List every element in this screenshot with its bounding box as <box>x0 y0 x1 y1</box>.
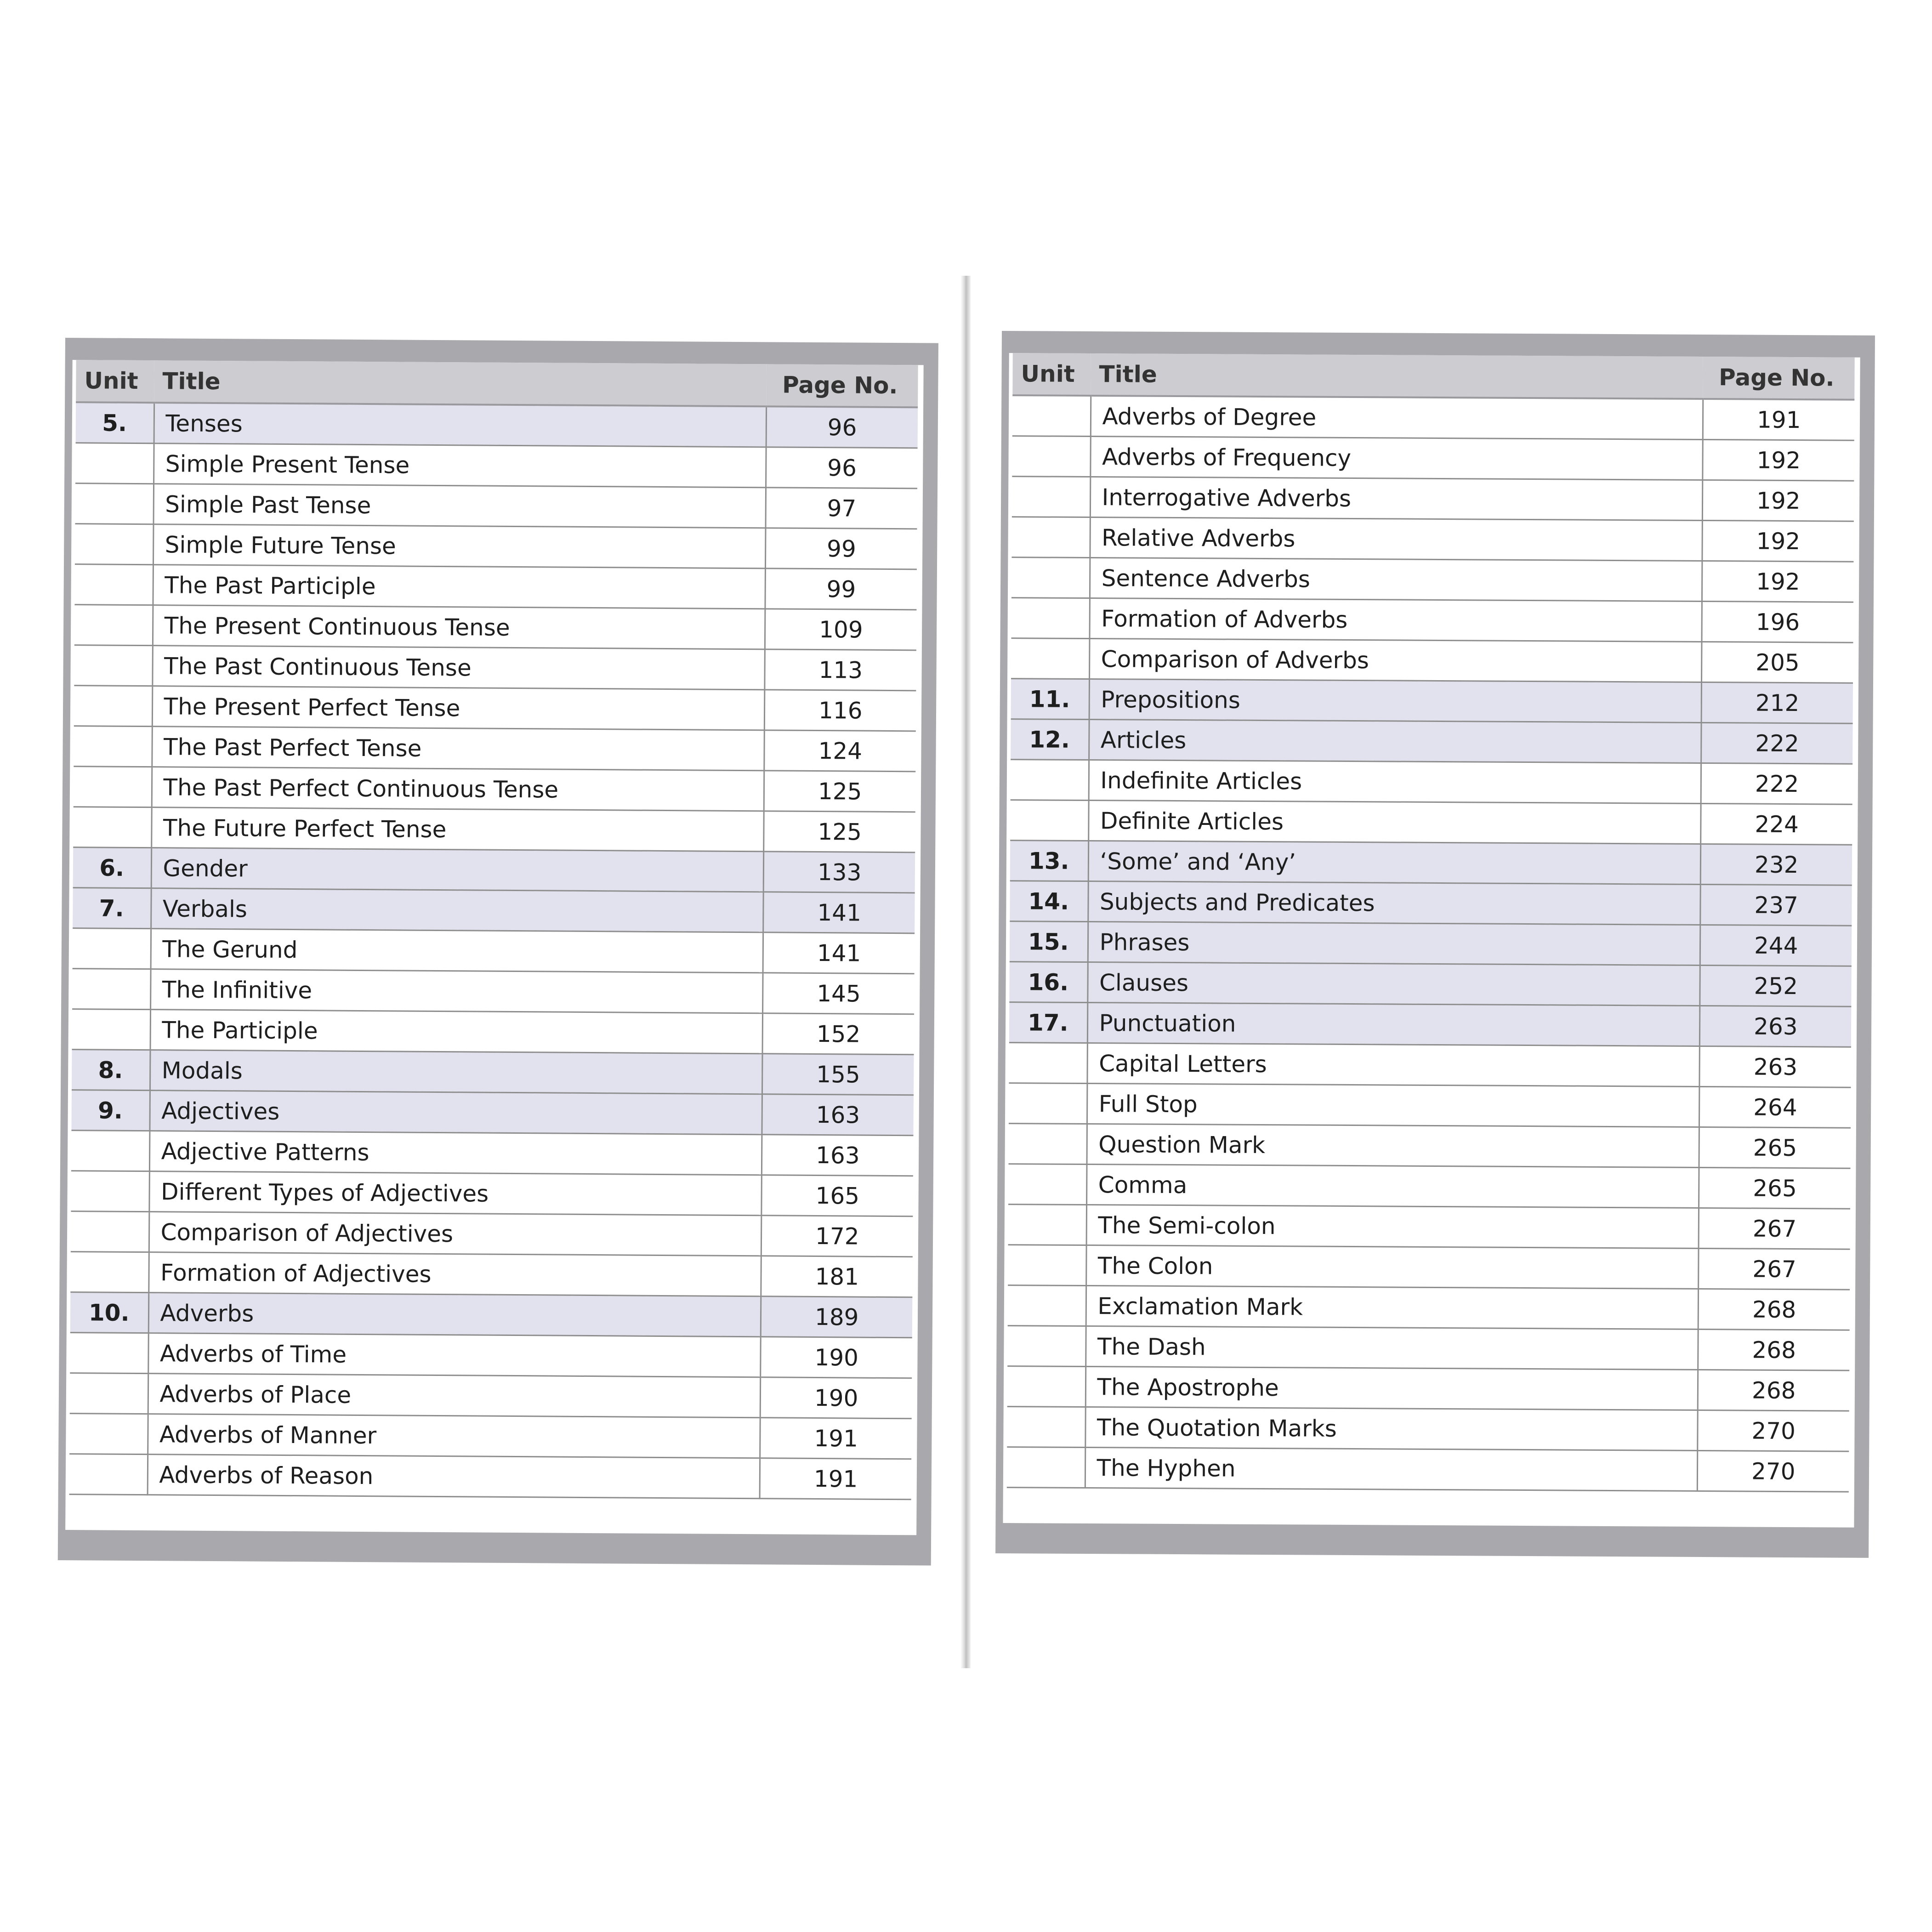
toc-body-right <box>1007 395 1854 1492</box>
toc-title-cell: The Future Perfect Tense <box>151 807 764 852</box>
toc-title-cell: Adjective Patterns <box>149 1131 762 1175</box>
toc-page-cell: 141 <box>763 932 915 974</box>
toc-right-page <box>995 331 1875 1558</box>
toc-unit-cell <box>1007 1447 1085 1488</box>
toc-title-cell: Tenses <box>154 403 767 447</box>
header-unit: Unit <box>76 360 154 403</box>
toc-row <box>70 1373 912 1419</box>
toc-title-cell: The Past Participle <box>153 565 765 609</box>
toc-row <box>74 767 916 812</box>
toc-title-cell: Adverbs of Place <box>148 1374 761 1418</box>
toc-row <box>1011 557 1853 602</box>
toc-unit-cell <box>74 726 152 767</box>
toc-page-cell: 252 <box>1699 965 1851 1006</box>
toc-unit-cell <box>75 483 154 524</box>
toc-page-cell: 145 <box>762 973 915 1014</box>
toc-page-cell: 191 <box>1703 399 1854 440</box>
toc-page-cell: 267 <box>1698 1248 1850 1290</box>
toc-page-cell: 244 <box>1700 925 1852 966</box>
toc-row <box>72 1050 914 1095</box>
toc-unit-cell: 5. <box>76 402 154 443</box>
toc-unit-cell: 9. <box>71 1090 150 1131</box>
toc-title-cell: Phrases <box>1088 921 1700 965</box>
toc-page-cell: 181 <box>761 1256 913 1297</box>
toc-unit-cell <box>1009 1083 1087 1124</box>
toc-page-cell: 205 <box>1701 642 1853 683</box>
toc-page-cell: 222 <box>1701 722 1852 764</box>
toc-row <box>1010 841 1852 886</box>
toc-row <box>74 605 917 650</box>
toc-page-cell: 133 <box>763 852 915 893</box>
toc-unit-cell <box>75 524 153 565</box>
toc-row <box>75 443 918 489</box>
toc-unit-cell <box>1008 1164 1086 1205</box>
header-title: Title <box>154 360 767 406</box>
toc-unit-cell <box>1011 638 1089 679</box>
toc-title-cell: Adverbs of Degree <box>1091 396 1703 439</box>
toc-title-cell: The Past Continuous Tense <box>152 646 765 690</box>
toc-row <box>70 1292 913 1338</box>
toc-row <box>1010 881 1852 926</box>
toc-unit-cell <box>69 1414 148 1455</box>
toc-page-cell: 99 <box>765 528 917 569</box>
toc-unit-cell: 8. <box>72 1050 150 1091</box>
toc-page-cell: 163 <box>761 1135 914 1176</box>
toc-unit-cell <box>1012 395 1091 436</box>
toc-header-row <box>1012 353 1854 400</box>
toc-body-left <box>69 402 918 1500</box>
toc-unit-cell <box>1011 760 1089 801</box>
toc-unit-cell <box>1011 557 1090 598</box>
toc-unit-cell: 16. <box>1009 962 1087 1003</box>
toc-row <box>71 1211 913 1257</box>
toc-row <box>71 1131 914 1176</box>
toc-page-cell: 264 <box>1699 1086 1851 1128</box>
toc-title-cell: Comparison of Adjectives <box>149 1212 761 1256</box>
toc-unit-cell <box>1009 1124 1087 1165</box>
toc-title-cell: ‘Some’ and ‘Any’ <box>1088 841 1700 885</box>
toc-row <box>73 888 915 933</box>
toc-row <box>1011 719 1852 764</box>
toc-unit-cell <box>70 1373 148 1414</box>
toc-page-cell: 190 <box>760 1377 912 1419</box>
toc-title-cell: Definite Articles <box>1088 801 1700 844</box>
toc-title-cell: Articles <box>1089 720 1701 763</box>
toc-unit-cell: 17. <box>1009 1002 1087 1043</box>
toc-unit-cell: 10. <box>70 1292 149 1333</box>
toc-row <box>70 1333 912 1378</box>
toc-page-cell: 268 <box>1698 1369 1849 1411</box>
toc-title-cell: Comma <box>1086 1164 1699 1208</box>
toc-title-cell: Subjects and Predicates <box>1088 881 1700 925</box>
toc-title-cell: Simple Present Tense <box>153 443 766 488</box>
toc-row <box>69 1454 912 1500</box>
toc-right-panel <box>1003 353 1860 1528</box>
toc-row <box>69 1414 912 1459</box>
toc-page-cell: 270 <box>1697 1450 1849 1492</box>
toc-unit-cell <box>1011 517 1090 558</box>
toc-row <box>73 847 915 893</box>
toc-page-cell: 267 <box>1699 1208 1850 1249</box>
toc-unit-cell <box>73 807 152 848</box>
toc-unit-cell <box>71 1171 149 1212</box>
toc-row <box>72 969 915 1014</box>
toc-row <box>73 928 915 974</box>
toc-title-cell: Capital Letters <box>1087 1043 1699 1086</box>
toc-unit-cell: 7. <box>73 888 151 929</box>
toc-title-cell: Relative Adverbs <box>1090 517 1702 561</box>
toc-unit-cell <box>72 1009 151 1050</box>
toc-page-cell: 109 <box>765 609 917 650</box>
toc-unit-cell <box>74 605 153 646</box>
toc-row <box>1012 395 1854 440</box>
toc-row <box>1008 1285 1850 1330</box>
toc-row <box>1007 1366 1849 1411</box>
toc-unit-cell: 12. <box>1011 719 1089 760</box>
toc-page-cell: 163 <box>761 1094 914 1136</box>
toc-row <box>1009 962 1851 1007</box>
toc-title-cell: Simple Future Tense <box>153 524 766 568</box>
toc-title-cell: Exclamation Mark <box>1086 1285 1698 1329</box>
toc-row <box>74 564 917 610</box>
toc-title-cell: The Present Continuous Tense <box>153 605 765 649</box>
toc-row <box>70 1252 913 1297</box>
toc-title-cell: Adverbs of Frequency <box>1090 437 1702 480</box>
toc-unit-cell <box>1009 1043 1087 1084</box>
toc-row <box>1008 1245 1850 1290</box>
toc-page-cell: 191 <box>760 1458 912 1500</box>
toc-page-cell: 172 <box>761 1216 913 1257</box>
toc-unit-cell <box>1007 1366 1085 1407</box>
toc-unit-cell <box>1008 1285 1086 1326</box>
toc-row <box>1007 1407 1849 1452</box>
toc-page-cell: 125 <box>764 771 916 812</box>
toc-title-cell: Modals <box>150 1050 762 1094</box>
toc-title-cell: Question Mark <box>1087 1124 1699 1167</box>
toc-page-cell: 270 <box>1697 1410 1849 1451</box>
toc-title-cell: The Present Perfect Tense <box>152 686 765 730</box>
toc-unit-cell <box>72 969 151 1010</box>
toc-page-cell: 212 <box>1701 682 1853 723</box>
toc-unit-cell <box>1007 1326 1085 1367</box>
toc-title-cell: Clauses <box>1087 962 1699 1006</box>
toc-title-cell: Sentence Adverbs <box>1090 558 1702 602</box>
toc-unit-cell: 13. <box>1010 841 1088 881</box>
toc-title-cell: Indefinite Articles <box>1089 760 1701 804</box>
toc-page-cell: 192 <box>1702 520 1853 562</box>
toc-page-cell: 96 <box>766 406 918 448</box>
toc-unit-cell <box>74 564 153 605</box>
toc-row <box>1009 1002 1851 1047</box>
toc-page-cell: 113 <box>764 649 916 691</box>
toc-unit-cell: 6. <box>73 847 152 888</box>
toc-title-cell: Adjectives <box>149 1091 762 1135</box>
toc-title-cell: Simple Past Tense <box>153 484 766 528</box>
toc-header-row <box>76 360 918 407</box>
toc-page-cell: 268 <box>1698 1329 1849 1370</box>
toc-row <box>1012 477 1854 522</box>
toc-row <box>76 402 918 448</box>
toc-left-panel <box>65 360 924 1535</box>
toc-unit-cell <box>71 1211 149 1252</box>
toc-page-cell: 155 <box>762 1054 914 1095</box>
toc-row <box>74 645 916 691</box>
toc-unit-cell <box>74 645 153 686</box>
header-page-no: Page No. <box>1703 357 1854 400</box>
toc-unit-cell <box>70 1333 148 1374</box>
toc-row <box>1008 1205 1850 1250</box>
toc-unit-cell <box>70 1252 149 1293</box>
toc-unit-cell <box>1011 598 1089 639</box>
toc-row <box>71 1171 913 1216</box>
toc-row <box>71 1090 914 1136</box>
header-unit: Unit <box>1012 353 1091 396</box>
header-title: Title <box>1091 353 1703 399</box>
toc-row <box>1011 760 1852 805</box>
toc-page-cell: 152 <box>762 1013 915 1055</box>
toc-row <box>1011 598 1853 643</box>
toc-unit-cell <box>74 686 153 727</box>
toc-title-cell: Verbals <box>151 888 763 932</box>
toc-page-cell: 124 <box>764 730 916 772</box>
toc-title-cell: Different Types of Adjectives <box>149 1171 761 1216</box>
toc-title-cell: The Infinitive <box>150 969 763 1013</box>
toc-page-cell: 263 <box>1699 1006 1851 1047</box>
toc-unit-cell <box>1012 436 1090 477</box>
toc-unit-cell: 11. <box>1011 679 1089 720</box>
toc-row <box>1011 679 1853 724</box>
toc-page-cell: 192 <box>1702 561 1853 602</box>
toc-unit-cell: 15. <box>1010 921 1088 962</box>
toc-unit-cell <box>1008 1205 1086 1245</box>
toc-title-cell: The Dash <box>1085 1326 1698 1369</box>
toc-row <box>1009 1124 1851 1169</box>
toc-page-cell: 192 <box>1702 480 1854 521</box>
toc-title-cell: Full Stop <box>1087 1083 1699 1127</box>
toc-title-cell: Comparison of Adverbs <box>1089 639 1701 682</box>
toc-row <box>1010 921 1852 966</box>
toc-unit-cell: 14. <box>1010 881 1088 922</box>
toc-page-cell: 265 <box>1699 1127 1850 1168</box>
toc-page-cell: 268 <box>1698 1289 1850 1330</box>
toc-page-cell: 165 <box>761 1175 913 1216</box>
toc-page-cell: 192 <box>1702 439 1854 481</box>
toc-page-cell: 190 <box>760 1337 912 1378</box>
toc-title-cell: Adverbs <box>148 1293 761 1337</box>
toc-unit-cell <box>74 767 152 807</box>
toc-unit-cell <box>1008 1245 1086 1286</box>
toc-row <box>72 1009 915 1055</box>
toc-page-cell: 237 <box>1700 884 1852 926</box>
toc-page-cell: 125 <box>763 811 915 852</box>
toc-row <box>1009 1043 1851 1088</box>
toc-title-cell: Adverbs of Time <box>148 1333 761 1377</box>
toc-title-cell: The Past Perfect Tense <box>152 727 764 771</box>
toc-title-cell: Prepositions <box>1089 679 1701 723</box>
toc-row <box>1008 1164 1850 1209</box>
toc-left-page <box>58 338 938 1566</box>
toc-title-cell: Formation of Adverbs <box>1089 598 1701 642</box>
toc-unit-cell <box>71 1131 150 1171</box>
toc-title-cell: Adverbs of Reason <box>148 1455 760 1499</box>
toc-page-cell: 141 <box>763 892 915 933</box>
toc-row <box>1010 800 1852 845</box>
toc-page-cell: 97 <box>766 488 918 529</box>
toc-page-cell: 224 <box>1700 803 1852 845</box>
toc-unit-cell <box>73 928 151 969</box>
toc-row <box>73 807 915 852</box>
toc-page-cell: 96 <box>766 447 918 489</box>
toc-unit-cell <box>75 443 154 484</box>
toc-row <box>1011 638 1853 683</box>
toc-title-cell: Interrogative Adverbs <box>1090 477 1702 521</box>
book-gutter <box>960 276 971 1668</box>
toc-row <box>1012 436 1854 481</box>
toc-page-cell: 196 <box>1701 601 1853 642</box>
toc-unit-cell <box>1012 477 1090 517</box>
toc-unit-cell <box>1010 800 1088 841</box>
toc-title-cell: Gender <box>151 848 764 892</box>
toc-title-cell: The Past Perfect Continuous Tense <box>152 767 764 811</box>
toc-row <box>75 524 917 569</box>
toc-title-cell: The Gerund <box>151 929 763 973</box>
toc-row <box>1007 1447 1849 1492</box>
toc-title-cell: The Hyphen <box>1085 1447 1697 1491</box>
toc-page-cell: 189 <box>761 1296 913 1338</box>
toc-page-cell: 116 <box>764 690 916 731</box>
toc-title-cell: Formation of Adjectives <box>148 1252 761 1296</box>
toc-title-cell: The Semi-colon <box>1086 1205 1699 1248</box>
header-page-no: Page No. <box>766 364 918 407</box>
toc-page-cell: 191 <box>760 1418 912 1459</box>
toc-title-cell: The Quotation Marks <box>1085 1407 1697 1450</box>
toc-page-cell: 265 <box>1699 1167 1850 1209</box>
toc-page-cell: 263 <box>1699 1046 1851 1087</box>
toc-row <box>1007 1326 1849 1371</box>
toc-title-cell: Punctuation <box>1087 1002 1699 1046</box>
toc-unit-cell <box>69 1454 148 1495</box>
toc-title-cell: The Apostrophe <box>1085 1366 1698 1410</box>
toc-row <box>1011 517 1853 562</box>
toc-page-cell: 232 <box>1700 844 1852 885</box>
toc-page-cell: 99 <box>765 568 917 610</box>
toc-table-right <box>1007 353 1855 1493</box>
toc-unit-cell <box>1007 1407 1085 1448</box>
toc-row <box>75 483 918 529</box>
toc-title-cell: The Participle <box>150 1010 763 1054</box>
toc-row <box>74 726 916 772</box>
toc-title-cell: The Colon <box>1086 1245 1698 1289</box>
toc-row <box>1009 1083 1851 1128</box>
toc-table-left <box>69 360 918 1500</box>
toc-title-cell: Adverbs of Manner <box>148 1414 760 1458</box>
toc-page-cell: 222 <box>1701 763 1852 804</box>
toc-row <box>74 686 916 731</box>
